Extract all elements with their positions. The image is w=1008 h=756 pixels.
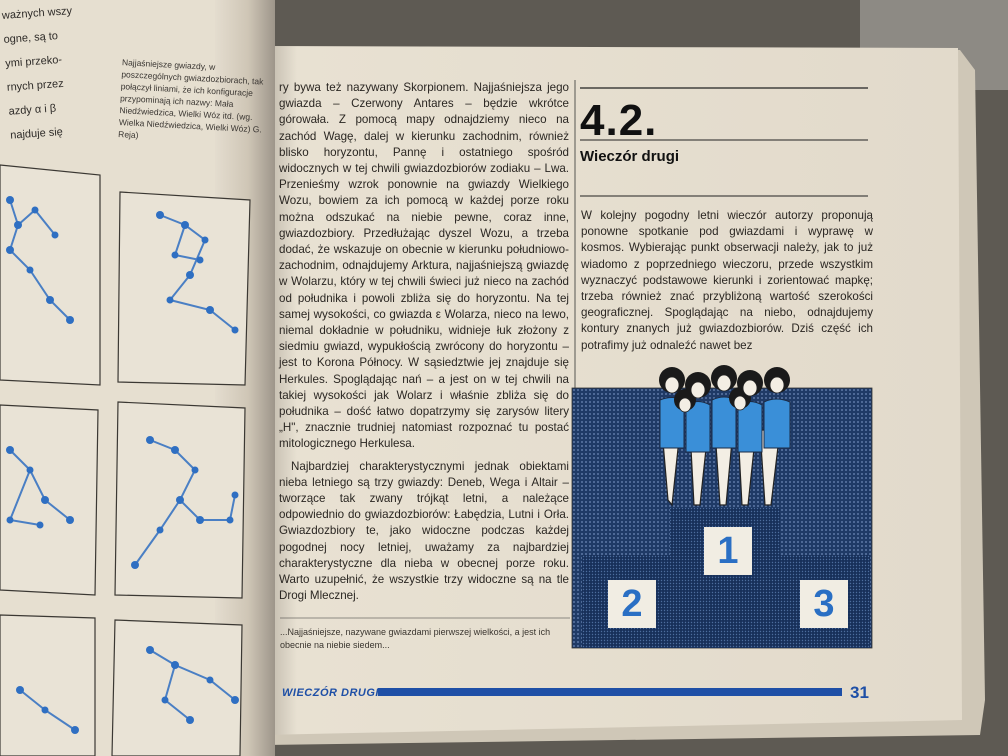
left-page-top-text [1, 0, 121, 148]
running-footer: WIECZÓR DRUGI [282, 687, 379, 699]
page-number: 31 [850, 683, 869, 702]
left-top-line: ymi przeko- [4, 53, 63, 70]
left-top-line: ogne, są to [3, 30, 59, 46]
left-top-line: najduje się [9, 126, 64, 142]
section-number: 4.2. [580, 96, 658, 145]
footnote: ...Najjaśniejsze, nazywane gwiazdami pierwszej wielkości, a jest ich obecnie na niebie siedem... [280, 627, 551, 650]
podium-third: 3 [813, 583, 835, 625]
paragraph: ry bywa też nazywany Skorpionem. Najjaśniejsza jego gwiazda – Czerwony Antares – będzie wkrótce górowała. Z pomocą mapy odnajdziemy nieco na zachód Wagę, dalej w kierunku zachodnim, również blisko horyzontu, Pannę i ostatniego spośród widocznych w tej chwili gwiazdozbiorów zodiaku – Lwa. Przenieśmy wzrok ponownie na gwiazdy Wielkiego Wozu, bowiem za ich pomocą w każdej porze roku można odszukać na niebie pewne, coraz inne, gwiazdozbiory. Przedłużając dyszel Wozu, a trzeba dodać, że wskazuje on obecnie w kierunku południowo-zachodnim, odnajdujemy Arktura, najjaśniejszą gwiazdę w Wolarzu, który w tej chwili świeci już nieco na zachód od południka i powoli zbliża się do horyzontu. Na tej samej wysokości, co gwiazda ε Wolarza, nieco na lewo, niemal dokładnie w południku, widnieje łuk złożony z siedmiu gwiazd, wypukłością zwrócony do horyzontu – jest to Korona Północy. W sąsiedztwie jej znajduje się Herkules. Spoglądając nań – a jest on w tej chwili na takiej wysokości jak Wolarz i właśnie zbliża się do południka – dość łatwo dopatrzymy się zarysów litery „H", znacznie trudniej natomiast rozpoznać tu postać mitologicznego Herkulesa. [279, 81, 569, 451]
podium-second: 2 [621, 583, 643, 625]
constellation-panels [0, 165, 250, 756]
left-top-line: azdy α i β [8, 102, 57, 118]
left-page-caption: Najjaśniejsze gwiazdy, w poszczególnych gwiazdozbiorach, tak połączył liniami, że ich konfiguracje przypominają ich nazwy: Mała Niedźwiedzica, Wielki Wóz itd. (wg. Wielka Niedźwiedzica, Wielki Wóz) G. Reja) [117, 57, 264, 141]
text-column-right: W kolejny pogodny letni wieczór autorzy proponują ponowne spotkanie pod gwiazdami i wyprawę w kosmos. Wybierając punkt obserwacji należy, jak to już wiadomo z poprzedniego wieczoru, przede wszystkim wyznaczyć podstawowe kierunki i zorientować mapkę; trzeba również znać przybliżoną wartość szerokości geograficznej. Spoglądając na niebo, odnajdujemy kontury znanych już gwiazdozbiorów. Dziś część ich potrafimy już odnaleźć nawet bez [581, 209, 873, 352]
podium-first: 1 [717, 530, 739, 572]
left-top-line: rnych przez [6, 77, 65, 94]
footer-bar [378, 688, 842, 696]
text-column-left [279, 80, 569, 611]
paragraph: Najbardziej charakterystycznymi jednak obiektami nieba letniego są trzy gwiazdy: Deneb, Wega i Altair – tworzące tak zwany trójkąt letni, a należące odpowiednio do gwiazdozbiorów: Łabędzia, Lutni i Orła. Gwiazdozbiory te, jako widoczne podczas każdej pogodnej nocy letniej, uważamy za najbardziej charakterystyczne dla nieba w obecnej porze roku. Warto uzupełnić, że wszystkie trzy widoczne są na tle Drogi Mlecznej. [279, 459, 569, 603]
section-title: Wieczór drugi [580, 148, 680, 165]
left-top-line: ważnych wszy [1, 5, 73, 22]
